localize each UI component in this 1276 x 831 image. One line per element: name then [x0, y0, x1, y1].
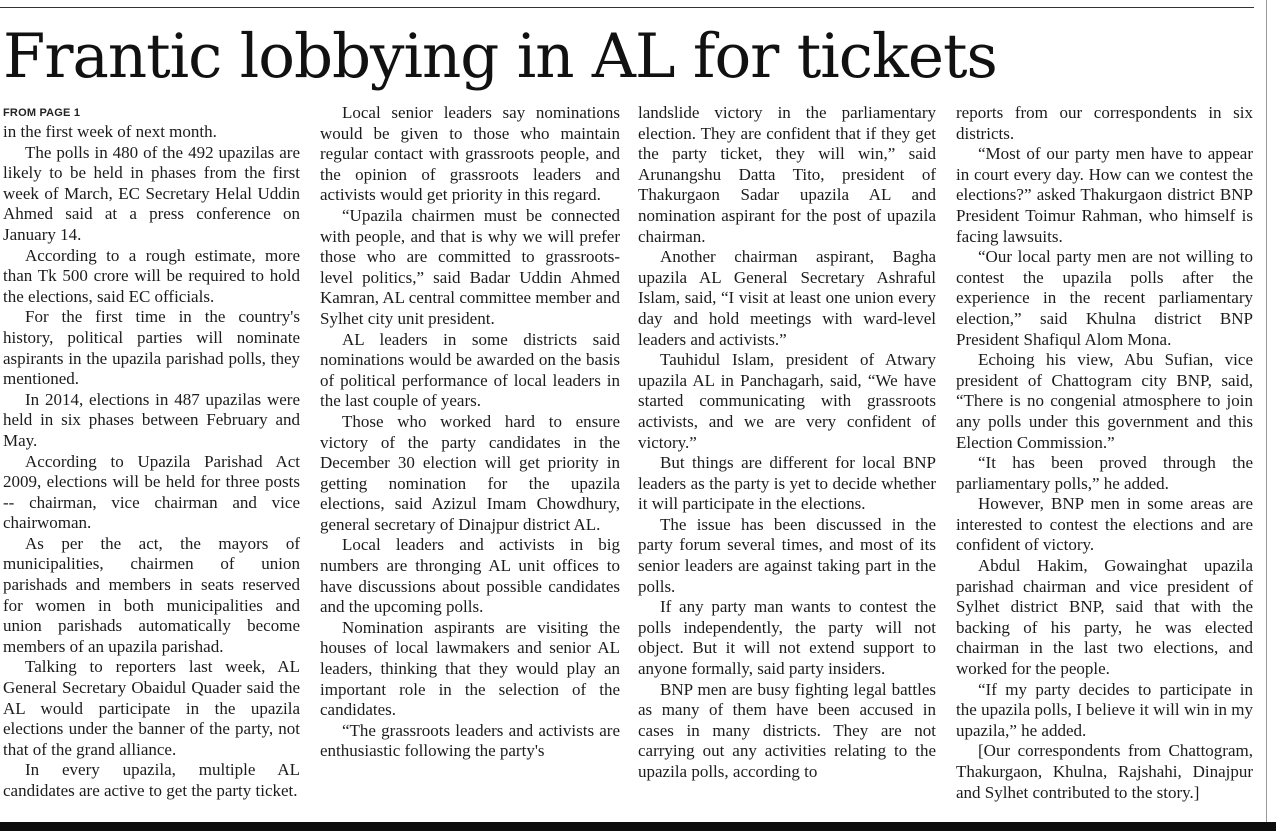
paragraph: “Most of our party men have to appear in court every day. How can we contest the elections?” asked Thakurgaon district BNP President Toimur Rahman, who himself is facing lawsuits.	[956, 144, 1253, 246]
paragraph: “Upazila chairmen must be connected with people, and that is why we will prefer those who are committed to grassroots-level politics,” said Badar Uddin Ahmed Kamran, AL central committee member and Sylhet city unit president.	[320, 205, 620, 328]
paragraph: “It has been proved through the parliamentary polls,” he added.	[956, 453, 1253, 493]
paragraph: According to a rough estimate, more than Tk 500 crore will be required to hold the elections, said EC officials.	[3, 245, 300, 306]
paragraph: Local senior leaders say nominations would be given to those who maintain regular contact with grassroots people, and the opinion of grassroots leaders and activists would get priority in this regard.	[320, 103, 620, 205]
article-column-2	[320, 103, 620, 762]
paragraph: AL leaders in some districts said nominations would be awarded on the basis of political performance of local leaders in the last couple of years.	[320, 329, 620, 411]
paragraph: Nomination aspirants are visiting the houses of local lawmakers and senior AL leaders, thinking that they would play an important role in the selection of the candidates.	[320, 617, 620, 720]
top-rule	[0, 7, 1254, 8]
paragraph: Tauhidul Islam, president of Atwary upazila AL in Panchagarh, said, “We have started communicating with grassroots activists, and we are very confident of victory.”	[638, 350, 936, 452]
paragraph: However, BNP men in some areas are interested to contest the elections and are confident of victory.	[956, 494, 1253, 555]
paragraph: landslide victory in the parliamentary election. They are confident that if they get the party ticket, they will win,” said Arunangshu Datta Tito, president of Thakurgaon Sadar upazila AL and nomination aspirant for the post of upazila chairman.	[638, 103, 936, 246]
paragraph: For the first time in the country's history, political parties will nominate aspirants in the upazila parishad polls, they mentioned.	[3, 307, 300, 389]
paragraph: The polls in 480 of the 492 upazilas are likely to be held in phases from the first week of March, EC Secretary Helal Uddin Ahmed said at a press conference on January 14.	[3, 142, 300, 244]
paragraph: According to Upazila Parishad Act 2009, elections will be held for three posts -- chairman, vice chairman and vice chairwoman.	[3, 451, 300, 533]
article-column-4	[956, 103, 1253, 803]
paragraph: If any party man wants to contest the polls independently, the party will not object. But it will not extend support to anyone formally, said party insiders.	[638, 597, 936, 679]
paragraph: In 2014, elections in 487 upazilas were held in six phases between February and May.	[3, 389, 300, 450]
paragraph: Local leaders and activists in big numbers are thronging AL unit offices to have discussions about possible candidates and the upcoming polls.	[320, 535, 620, 617]
paragraph: Those who worked hard to ensure victory of the party candidates in the December 30 election will get priority in getting nomination for the upazila elections, said Azizul Imam Chowdhury, general secretary of Dinajpur district AL.	[320, 411, 620, 534]
paragraph: Talking to reporters last week, AL General Secretary Obaidul Quader said the AL would participate in the upazila elections under the banner of the party, not that of the grand alliance.	[3, 657, 300, 759]
paragraph: As per the act, the mayors of municipalities, chairmen of union parishads and members in seats reserved for women in both municipalities and union parishads automatically become members of an upazila parishad.	[3, 533, 300, 656]
adjacent-page-edge	[1266, 0, 1276, 831]
paragraph: in the first week of next month.	[3, 122, 217, 141]
paragraph: [Our correspondents from Chattogram, Thakurgaon, Khulna, Rajshahi, Dinajpur and Sylhet contributed to the story.]	[956, 741, 1253, 802]
paragraph: “The grassroots leaders and activists are enthusiastic following the party's	[320, 720, 620, 761]
paragraph: reports from our correspondents in six districts.	[956, 103, 1253, 143]
paragraph: BNP men are busy fighting legal battles as many of them have been accused in cases in many districts. They are not carrying out any activities relating to the upazila polls, according to	[638, 679, 936, 781]
paragraph: In every upazila, multiple AL candidates are active to get the party ticket.	[3, 760, 300, 800]
paragraph: Another chairman aspirant, Bagha upazila AL General Secretary Ashraful Islam, said, “I visit at least one union every day and hold meetings with ward-level leaders and activists.”	[638, 247, 936, 349]
headline: Frantic lobbying in AL for tickets	[3, 21, 997, 92]
paragraph: The issue has been discussed in the party forum several times, and most of its senior leaders are against taking part in the polls.	[638, 514, 936, 596]
bottom-scan-border	[0, 822, 1276, 831]
paragraph: Abdul Hakim, Gowainghat upazila parishad chairman and vice president of Sylhet district BNP, said that with the backing of his party, he was elected chairman in the last two elections, and worked for the people.	[956, 556, 1253, 679]
article-column-3	[638, 103, 936, 783]
kicker-from-page: FROM PAGE 1	[3, 107, 81, 119]
paragraph: “If my party decides to participate in the upazila polls, I believe it will win in my upazila,” he added.	[956, 679, 1253, 740]
paragraph: Echoing his view, Abu Sufian, vice president of Chattogram city BNP, said, “There is no congenial atmosphere to join any polls under this government and this Election Commission.”	[956, 350, 1253, 452]
article-column-1	[3, 104, 300, 802]
paragraph: “Our local party men are not willing to contest the upazila polls after the experience in the recent parliamentary election,” said Khulna district BNP President Shafiqul Alom Mona.	[956, 247, 1253, 349]
paragraph: But things are different for local BNP leaders as the party is yet to decide whether it will participate in the elections.	[638, 453, 936, 514]
